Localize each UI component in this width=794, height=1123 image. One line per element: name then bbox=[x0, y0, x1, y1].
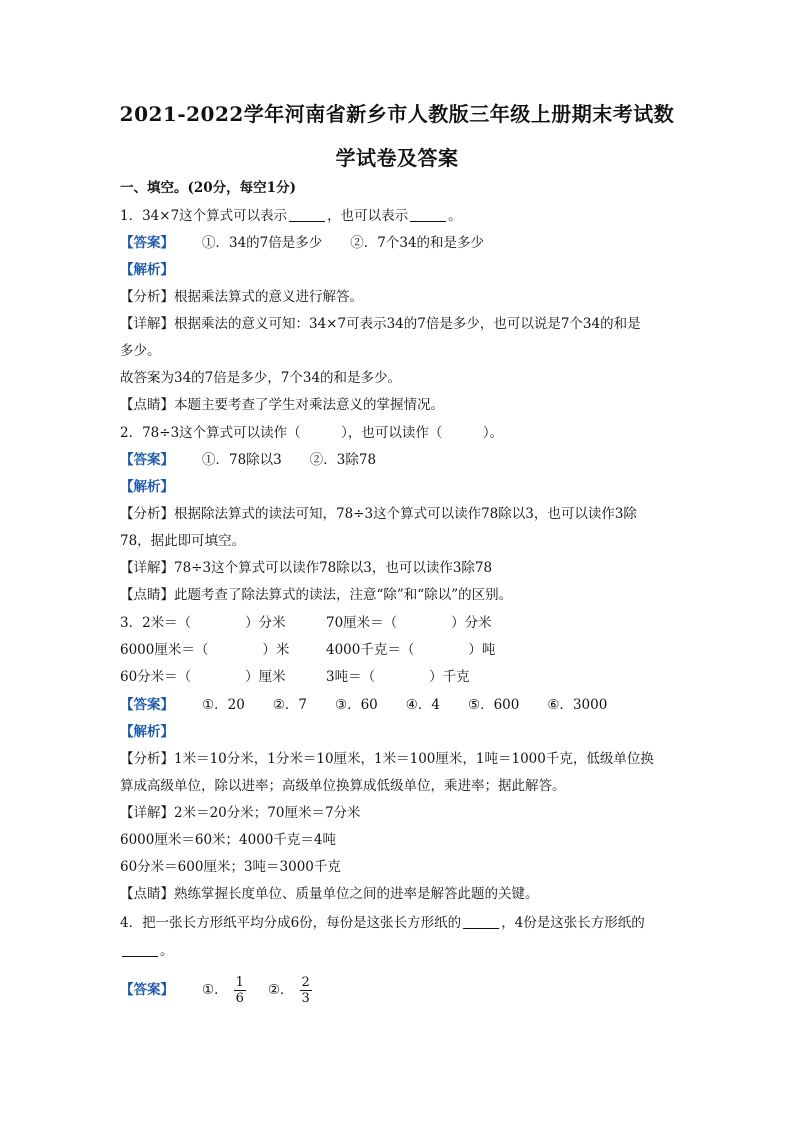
q4-answer-1-label: ①． bbox=[202, 982, 228, 998]
fraction-denominator: 6 bbox=[235, 991, 244, 1006]
analysis-tag: 【解析】 bbox=[120, 724, 174, 740]
q4-stem bbox=[120, 913, 645, 933]
q1-stem bbox=[120, 206, 462, 226]
xiangjie-tag: 【详解】 bbox=[120, 316, 174, 332]
q2-fenxi-cont: 78，据此即可填空。 bbox=[120, 533, 246, 549]
q3-fenxi bbox=[120, 749, 654, 769]
q3-fenxi-text-1: 1米＝10分米，1分米＝10厘米，1米＝100厘米，1吨＝1000千克，低级单位换 bbox=[174, 751, 654, 767]
q4-stem-b: ，4份是这张长方形纸的 bbox=[501, 915, 645, 931]
q4-blank-2 bbox=[122, 942, 158, 957]
q2-fenxi-text-1: 根据除法算式的读法可知，78÷3这个算式可以读作78除以3，也可以读作3除 bbox=[174, 506, 637, 522]
q3-xiangjie-text-1: 2米＝20分米；70厘米＝7分米 bbox=[174, 805, 361, 821]
q1-dianjing bbox=[120, 395, 444, 415]
q3-xiangjie bbox=[120, 803, 361, 823]
q2-answer-2: ②．3除78 bbox=[309, 452, 377, 468]
q1-stem-c: 。 bbox=[448, 208, 462, 224]
q1-conclusion: 故答案为34的7倍是多少，7个34的和是多少。 bbox=[120, 370, 402, 386]
q2-answer bbox=[120, 450, 376, 470]
doc-title-line1: 2021-2022学年河南省新乡市人教版三年级上册期末考试数 bbox=[119, 102, 675, 126]
q2-dianjing bbox=[120, 585, 512, 605]
q3-answer-5: ⑤．600 bbox=[467, 697, 520, 713]
q2-xiangjie bbox=[120, 558, 492, 578]
q1-xiangjie-cont: 多少。 bbox=[120, 343, 161, 359]
q3-answer-1: ①．20 bbox=[202, 697, 245, 713]
q3-answer-4: ④．4 bbox=[405, 697, 440, 713]
fenxi-tag: 【分析】 bbox=[120, 751, 174, 767]
fenxi-tag: 【分析】 bbox=[120, 289, 174, 305]
q4-stem-cont bbox=[120, 941, 174, 961]
answer-tag: 【答案】 bbox=[120, 697, 174, 713]
q3-answer-3: ③．60 bbox=[334, 697, 378, 713]
q1-xiangjie bbox=[120, 314, 641, 334]
q3-xiangjie-2: 6000厘米＝60米；4000千克＝4吨 bbox=[120, 832, 336, 848]
q4-stem-a: 4．把一张长方形纸平均分成6份，每份是这张长方形纸的 bbox=[120, 915, 462, 931]
q4-answer-2-fraction bbox=[300, 975, 312, 1006]
dianjing-tag: 【点睛】 bbox=[120, 587, 174, 603]
q3-dianjing bbox=[120, 884, 539, 904]
q1-answer-2: ②．7个34的和是多少 bbox=[350, 235, 485, 251]
answer-tag: 【答案】 bbox=[120, 452, 174, 468]
doc-title-line2: 学试卷及答案 bbox=[335, 146, 459, 170]
answer-tag: 【答案】 bbox=[120, 235, 174, 251]
q1-fenxi bbox=[120, 287, 363, 307]
xiangjie-tag: 【详解】 bbox=[120, 560, 174, 576]
fenxi-tag: 【分析】 bbox=[120, 506, 174, 522]
answer-tag: 【答案】 bbox=[120, 982, 174, 998]
q1-answer bbox=[120, 233, 484, 253]
q1-fenxi-text: 根据乘法算式的意义进行解答。 bbox=[174, 289, 363, 305]
q3-row2-b: 4000千克＝（ ）吨 bbox=[326, 642, 496, 658]
q3-row3-a: 60分米＝（ ）厘米 bbox=[120, 669, 286, 685]
q3-answer bbox=[120, 695, 607, 715]
q1-analysis bbox=[120, 260, 174, 280]
q2-fenxi bbox=[120, 504, 637, 524]
q1-xiangjie-text-1: 根据乘法的意义可知：34×7可表示34的7倍是多少，也可以说是7个34的和是 bbox=[174, 316, 641, 332]
q2-answer-1: ①．78除以3 bbox=[202, 452, 282, 468]
q1-answer-1: ①．34的7倍是多少 bbox=[202, 235, 323, 251]
q4-answer-1-fraction bbox=[234, 975, 246, 1006]
dianjing-tag: 【点睛】 bbox=[120, 397, 174, 413]
q1-blank-1 bbox=[289, 207, 325, 222]
q3-row2-a: 6000厘米＝（ ）米 bbox=[120, 642, 290, 658]
fraction-numerator: 1 bbox=[235, 975, 244, 990]
q1-blank-2 bbox=[410, 207, 446, 222]
analysis-tag: 【解析】 bbox=[120, 479, 174, 495]
xiangjie-tag: 【详解】 bbox=[120, 805, 174, 821]
q4-blank-1 bbox=[463, 914, 499, 929]
fraction-numerator: 2 bbox=[301, 975, 310, 990]
q3-answer-6: ⑥．3000 bbox=[547, 697, 608, 713]
q3-row1-a: 3．2米＝（ ）分米 bbox=[120, 615, 286, 631]
q3-dianjing-text: 熟练掌握长度单位、质量单位之间的进率是解答此题的关键。 bbox=[174, 886, 539, 902]
section-heading: 一、填空。(20分，每空1分) bbox=[120, 180, 296, 196]
q2-stem: 2．78÷3这个算式可以读作（ ），也可以读作（ ）。 bbox=[120, 425, 504, 441]
q3-row3-b: 3吨＝（ ）千克 bbox=[326, 669, 470, 685]
dianjing-tag: 【点睛】 bbox=[120, 886, 174, 902]
q3-row1-b: 70厘米＝（ ）分米 bbox=[326, 615, 492, 631]
analysis-tag: 【解析】 bbox=[120, 262, 174, 278]
q2-dianjing-text: 此题考查了除法算式的读法，注意“除”和“除以”的区别。 bbox=[174, 587, 513, 603]
q1-dianjing-text: 本题主要考查了学生对乘法意义的掌握情况。 bbox=[174, 397, 444, 413]
q4-answer bbox=[120, 974, 312, 1006]
q4-stem-c: 。 bbox=[160, 943, 174, 959]
q4-answer-2-label: ②． bbox=[267, 982, 294, 998]
q3-analysis bbox=[120, 722, 174, 742]
q1-stem-b: ，也可以表示 bbox=[327, 208, 409, 224]
q3-fenxi-cont: 算成高级单位，除以进率；高级单位换算成低级单位，乘进率；据此解答。 bbox=[120, 778, 566, 794]
q2-xiangjie-text: 78÷3这个算式可以读作78除以3，也可以读作3除78 bbox=[174, 560, 493, 576]
q2-analysis bbox=[120, 477, 174, 497]
q3-xiangjie-3: 60分米＝600厘米；3吨＝3000千克 bbox=[120, 859, 341, 875]
q1-stem-a: 1．34×7这个算式可以表示 bbox=[120, 208, 288, 224]
fraction-denominator: 3 bbox=[301, 991, 310, 1006]
q3-answer-2: ②．7 bbox=[272, 697, 307, 713]
